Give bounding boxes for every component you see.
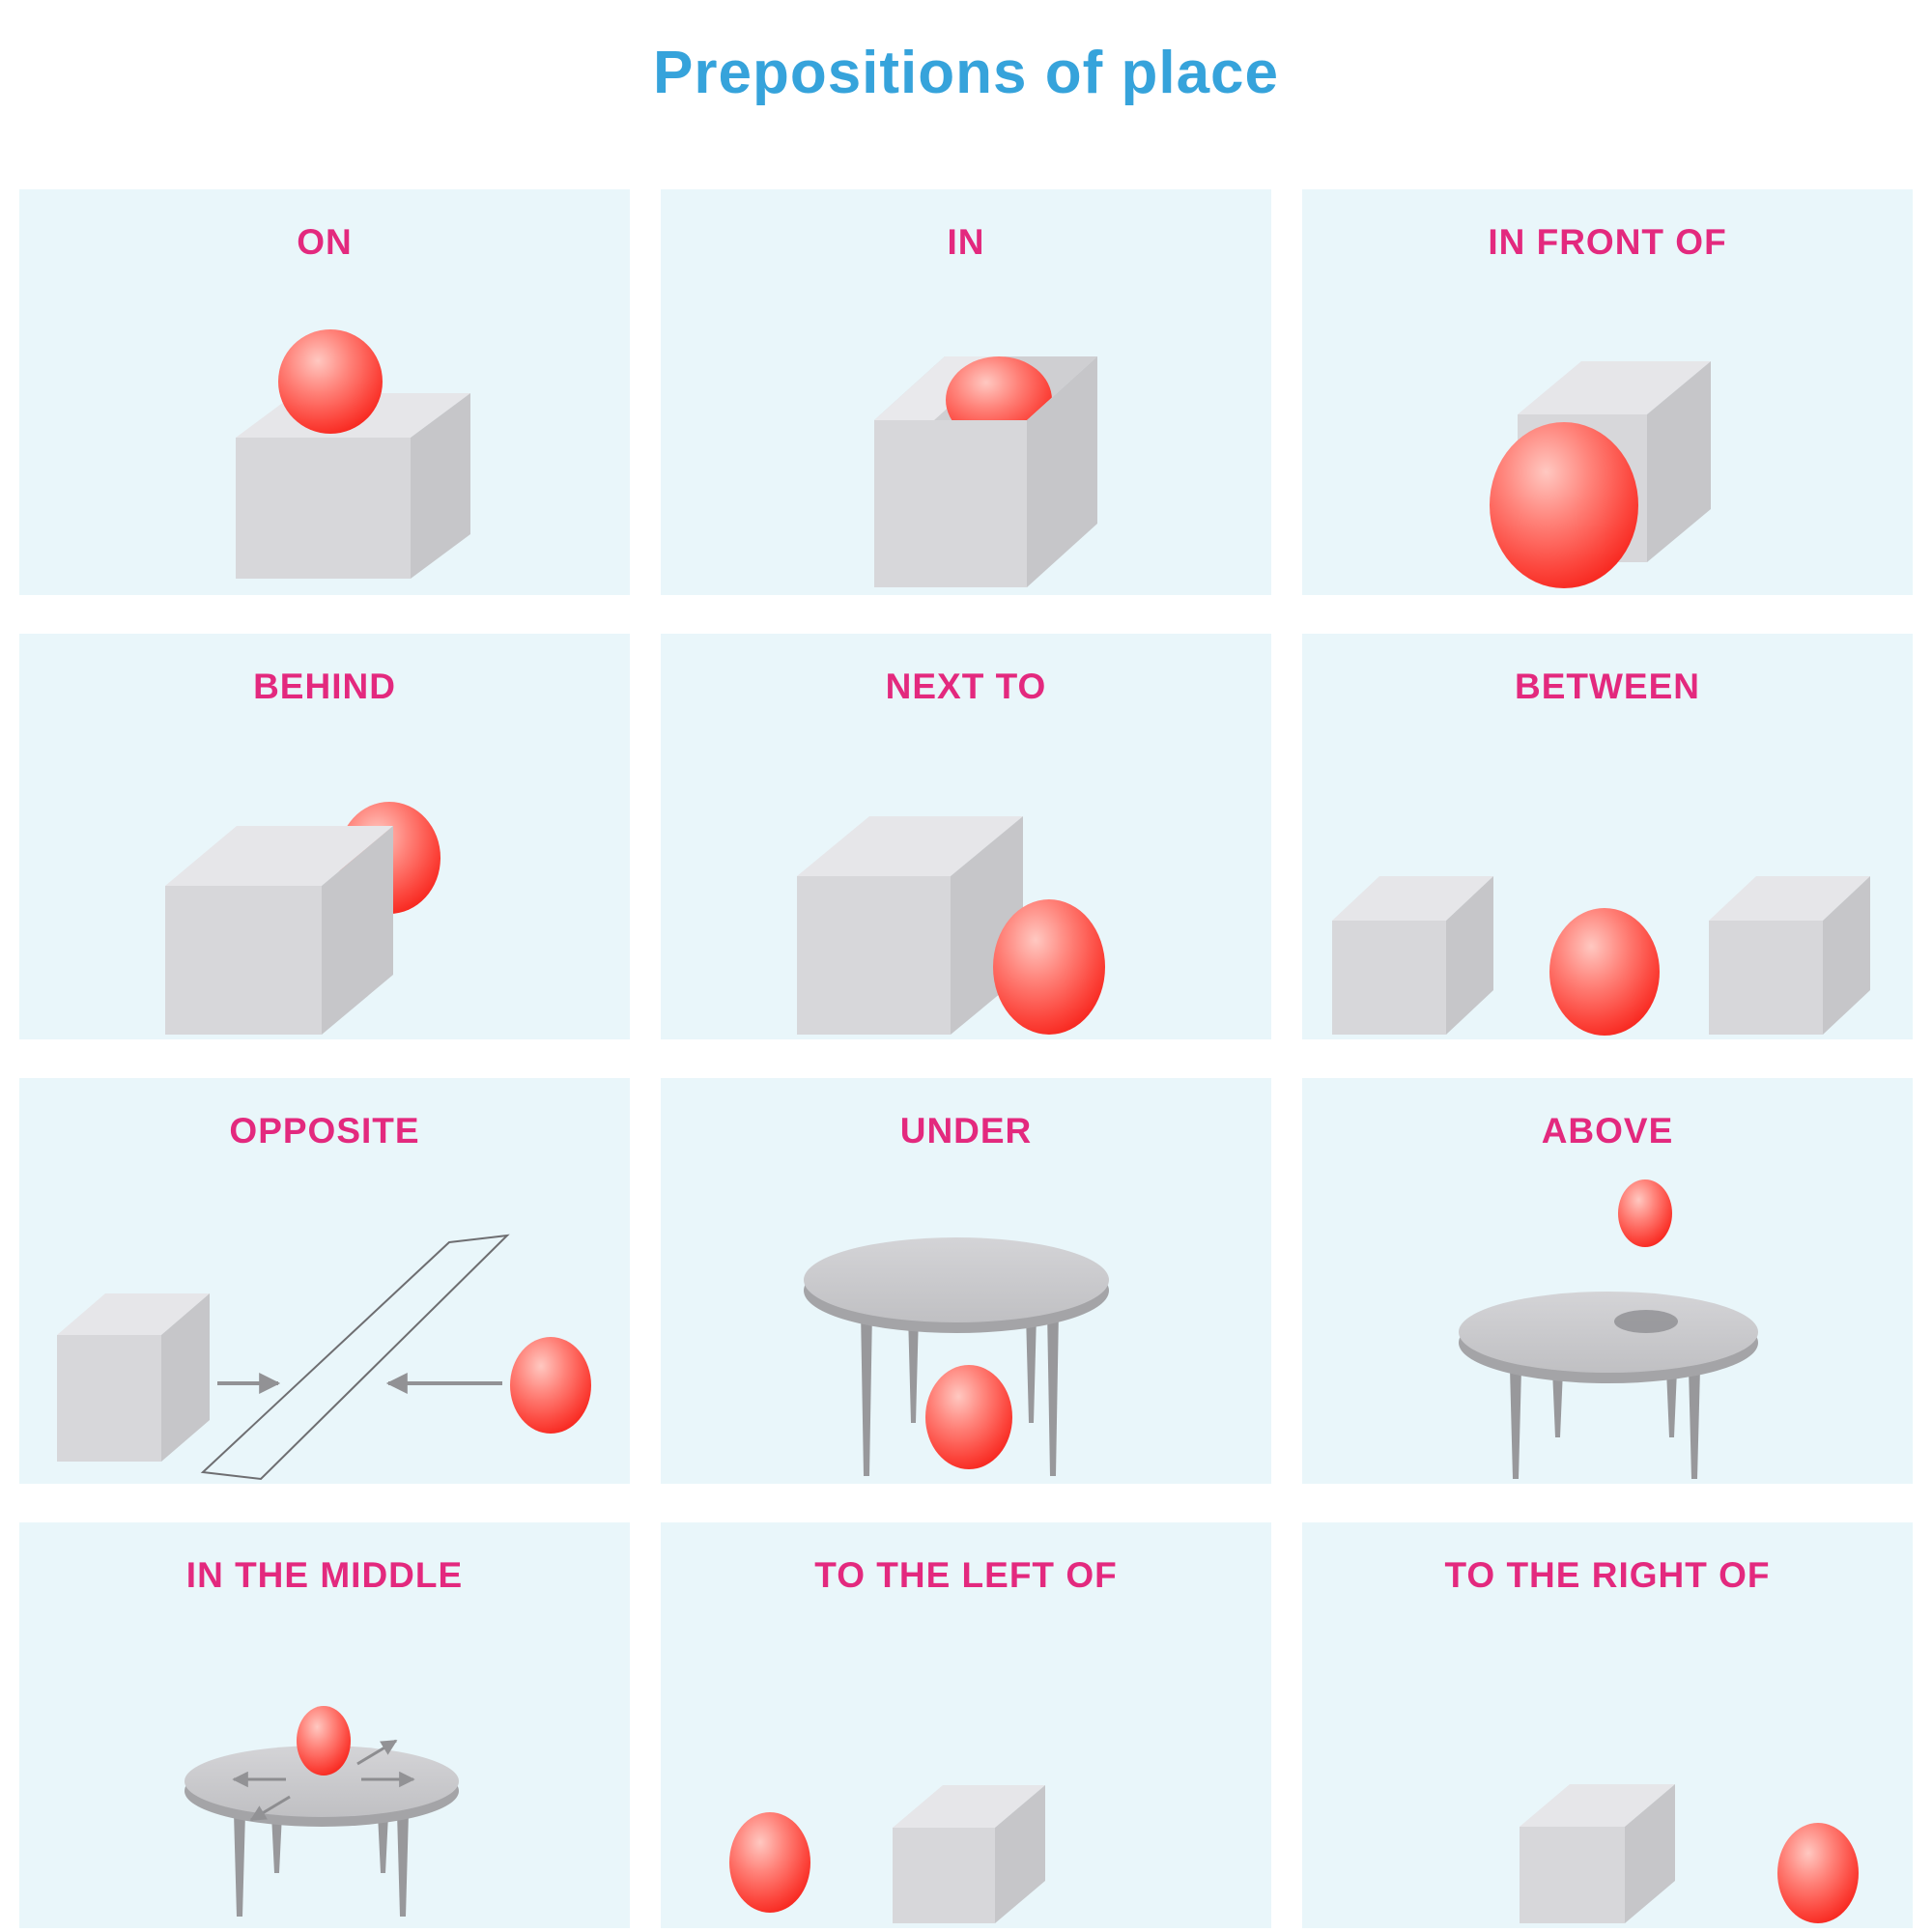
panel-in [661, 189, 1271, 595]
red-ball [1490, 422, 1638, 588]
panel-between [1302, 634, 1913, 1039]
page-title: Prepositions of place [652, 40, 1280, 106]
behind-illustration [19, 634, 630, 1039]
panel-label: NEXT TO [885, 667, 1047, 706]
grey-cube-left [1332, 876, 1493, 1035]
panel-label: TO THE LEFT OF [814, 1555, 1118, 1595]
panel-label: UNDER [899, 1111, 1033, 1151]
panel-label: BETWEEN [1515, 667, 1700, 706]
glass-pane [203, 1236, 507, 1479]
open-box [874, 356, 1097, 587]
above-illustration [1302, 1078, 1913, 1484]
red-ball [1777, 1823, 1859, 1923]
panel-next-to [661, 634, 1271, 1039]
panel-under [661, 1078, 1271, 1484]
shadow-spot [1614, 1310, 1678, 1333]
panel-label: BEHIND [253, 667, 396, 706]
panel-label: IN [947, 222, 985, 262]
to-the-right-of-illustration [1302, 1522, 1913, 1928]
next-to-illustration [661, 634, 1271, 1039]
between-illustration [1302, 634, 1913, 1039]
panel-in-the-middle [19, 1522, 630, 1928]
grey-cube [57, 1293, 210, 1462]
panel-label: ABOVE [1541, 1111, 1674, 1151]
red-ball [1618, 1179, 1672, 1247]
panel-label: IN FRONT OF [1488, 222, 1727, 262]
on-illustration [19, 189, 630, 595]
panel-behind [19, 634, 630, 1039]
grey-cube [893, 1785, 1045, 1923]
in-the-middle-illustration [19, 1522, 630, 1928]
grey-cube-right [1709, 876, 1870, 1035]
opposite-illustration [19, 1078, 630, 1484]
red-ball [1549, 908, 1660, 1036]
round-table [1459, 1292, 1758, 1479]
red-ball [729, 1812, 810, 1913]
in-illustration [661, 189, 1271, 595]
red-ball [993, 899, 1105, 1035]
panel-to-the-right-of [1302, 1522, 1913, 1928]
to-the-left-of-illustration [661, 1522, 1271, 1928]
panel-grid [19, 189, 1913, 1928]
panel-on [19, 189, 630, 595]
grey-cube [1520, 1784, 1675, 1923]
red-ball [510, 1337, 591, 1434]
panel-label: ON [297, 222, 353, 262]
grey-cube [797, 816, 1023, 1035]
red-ball [925, 1365, 1012, 1469]
panel-to-the-left-of [661, 1522, 1271, 1928]
panel-label: OPPOSITE [229, 1111, 420, 1151]
red-ball [297, 1706, 351, 1776]
in-front-of-illustration [1302, 189, 1913, 595]
red-ball [278, 329, 383, 434]
grey-cube [165, 826, 393, 1035]
panel-above [1302, 1078, 1913, 1484]
panel-label: IN THE MIDDLE [185, 1555, 464, 1595]
panel-opposite [19, 1078, 630, 1484]
under-illustration [661, 1078, 1271, 1484]
panel-label: TO THE RIGHT OF [1444, 1555, 1771, 1595]
panel-in-front-of [1302, 189, 1913, 595]
